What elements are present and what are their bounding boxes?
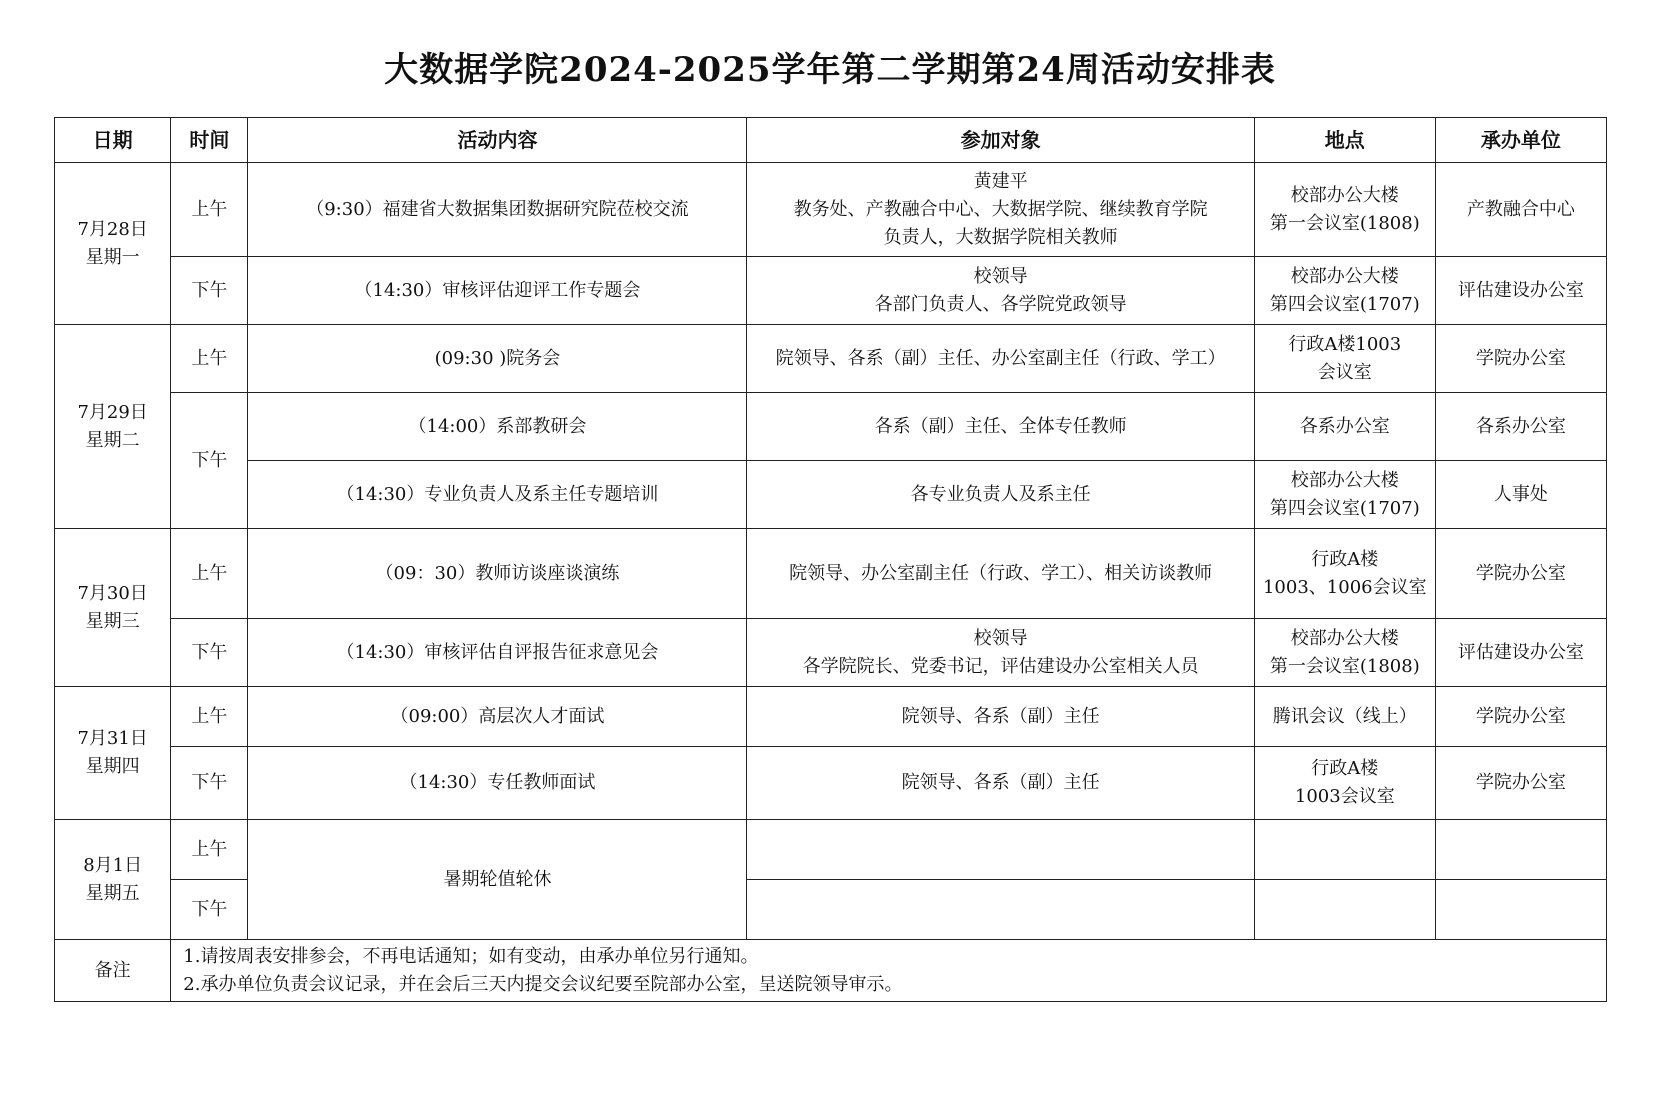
- participants-cell: 校领导 各部门负责人、各学院党政领导: [747, 257, 1254, 325]
- header-row: [55, 118, 1607, 163]
- organizer-cell: 学院办公室: [1435, 325, 1606, 393]
- table-row: [55, 747, 1607, 820]
- content-cell: （14:30）审核评估自评报告征求意见会: [248, 619, 747, 687]
- header-content: 活动内容: [248, 118, 747, 163]
- note-line-2: 2.承办单位负责会议记录，并在会后三天内提交会议纪要至院部办公室，呈送院领导审示。: [183, 973, 903, 995]
- organizer-cell: 学院办公室: [1435, 747, 1606, 820]
- table-row: [55, 687, 1607, 747]
- notes-label: 备注: [55, 940, 171, 1002]
- content-cell: （14:00）系部教研会: [248, 393, 747, 461]
- participants-cell: [747, 880, 1254, 940]
- header-time: 时间: [171, 118, 248, 163]
- organizer-cell: [1435, 880, 1606, 940]
- date-cell: 7月28日 星期一: [55, 163, 171, 325]
- table-row: [55, 461, 1607, 529]
- location-cell: 行政A楼1003 会议室: [1254, 325, 1435, 393]
- participants-cell: 校领导 各学院院长、党委书记，评估建设办公室相关人员: [747, 619, 1254, 687]
- period-cell: 下午: [171, 393, 248, 529]
- participants-cell: 院领导、各系（副）主任: [747, 687, 1254, 747]
- organizer-cell: 学院办公室: [1435, 687, 1606, 747]
- date-cell: 8月1日 星期五: [55, 820, 171, 940]
- notes-content: [171, 940, 1607, 1002]
- organizer-cell: 学院办公室: [1435, 529, 1606, 619]
- organizer-cell: 产教融合中心: [1435, 163, 1606, 257]
- note-line-1: 1.请按周表安排参会，不再电话通知；如有变动，由承办单位另行通知。: [183, 945, 759, 967]
- organizer-cell: 评估建设办公室: [1435, 619, 1606, 687]
- content-cell: (09:30 )院务会: [248, 325, 747, 393]
- participants-cell: 黄建平 教务处、产教融合中心、大数据学院、继续教育学院 负责人，大数据学院相关教师: [747, 163, 1254, 257]
- participants-cell: 各系（副）主任、全体专任教师: [747, 393, 1254, 461]
- schedule-table: [54, 117, 1607, 1002]
- location-cell: 校部办公大楼 第一会议室(1808): [1254, 619, 1435, 687]
- content-cell: （9:30）福建省大数据集团数据研究院莅校交流: [248, 163, 747, 257]
- period-cell: 上午: [171, 820, 248, 880]
- table-row: [55, 820, 1607, 880]
- participants-cell: [747, 820, 1254, 880]
- location-cell: 行政A楼 1003、1006会议室: [1254, 529, 1435, 619]
- table-row: [55, 163, 1607, 257]
- period-cell: 上午: [171, 163, 248, 257]
- content-cell: （14:30）审核评估迎评工作专题会: [248, 257, 747, 325]
- table-row: [55, 325, 1607, 393]
- date-cell: 7月29日 星期二: [55, 325, 171, 529]
- content-cell: （14:30）专任教师面试: [248, 747, 747, 820]
- period-cell: 下午: [171, 880, 248, 940]
- header-participants: 参加对象: [747, 118, 1254, 163]
- period-cell: 下午: [171, 257, 248, 325]
- period-cell: 上午: [171, 687, 248, 747]
- location-cell: [1254, 880, 1435, 940]
- header-organizer: 承办单位: [1435, 118, 1606, 163]
- content-cell: 暑期轮值轮休: [248, 820, 747, 940]
- organizer-cell: [1435, 820, 1606, 880]
- table-row: [55, 393, 1607, 461]
- content-cell: （14:30）专业负责人及系主任专题培训: [248, 461, 747, 529]
- location-cell: 校部办公大楼 第四会议室(1707): [1254, 461, 1435, 529]
- table-row: [55, 257, 1607, 325]
- location-cell: 校部办公大楼 第四会议室(1707): [1254, 257, 1435, 325]
- location-cell: 各系办公室: [1254, 393, 1435, 461]
- organizer-cell: 各系办公室: [1435, 393, 1606, 461]
- period-cell: 上午: [171, 529, 248, 619]
- location-cell: 腾讯会议（线上）: [1254, 687, 1435, 747]
- period-cell: 下午: [171, 747, 248, 820]
- location-cell: 校部办公大楼 第一会议室(1808): [1254, 163, 1435, 257]
- organizer-cell: 人事处: [1435, 461, 1606, 529]
- participants-cell: 各专业负责人及系主任: [747, 461, 1254, 529]
- participants-cell: 院领导、各系（副）主任: [747, 747, 1254, 820]
- header-date: 日期: [55, 118, 171, 163]
- participants-cell: 院领导、办公室副主任（行政、学工）、相关访谈教师: [747, 529, 1254, 619]
- content-cell: （09：30）教师访谈座谈演练: [248, 529, 747, 619]
- table-row: [55, 619, 1607, 687]
- header-location: 地点: [1254, 118, 1435, 163]
- table-row: [55, 529, 1607, 619]
- participants-cell: 院领导、各系（副）主任、办公室副主任（行政、学工）: [747, 325, 1254, 393]
- date-cell: 7月31日 星期四: [55, 687, 171, 820]
- location-cell: [1254, 820, 1435, 880]
- content-cell: （09:00）高层次人才面试: [248, 687, 747, 747]
- organizer-cell: 评估建设办公室: [1435, 257, 1606, 325]
- location-cell: 行政A楼 1003会议室: [1254, 747, 1435, 820]
- period-cell: 下午: [171, 619, 248, 687]
- period-cell: 上午: [171, 325, 248, 393]
- notes-row: [55, 940, 1607, 1002]
- page-title: 大数据学院2024-2025学年第二学期第24周活动安排表: [384, 50, 1276, 90]
- date-cell: 7月30日 星期三: [55, 529, 171, 687]
